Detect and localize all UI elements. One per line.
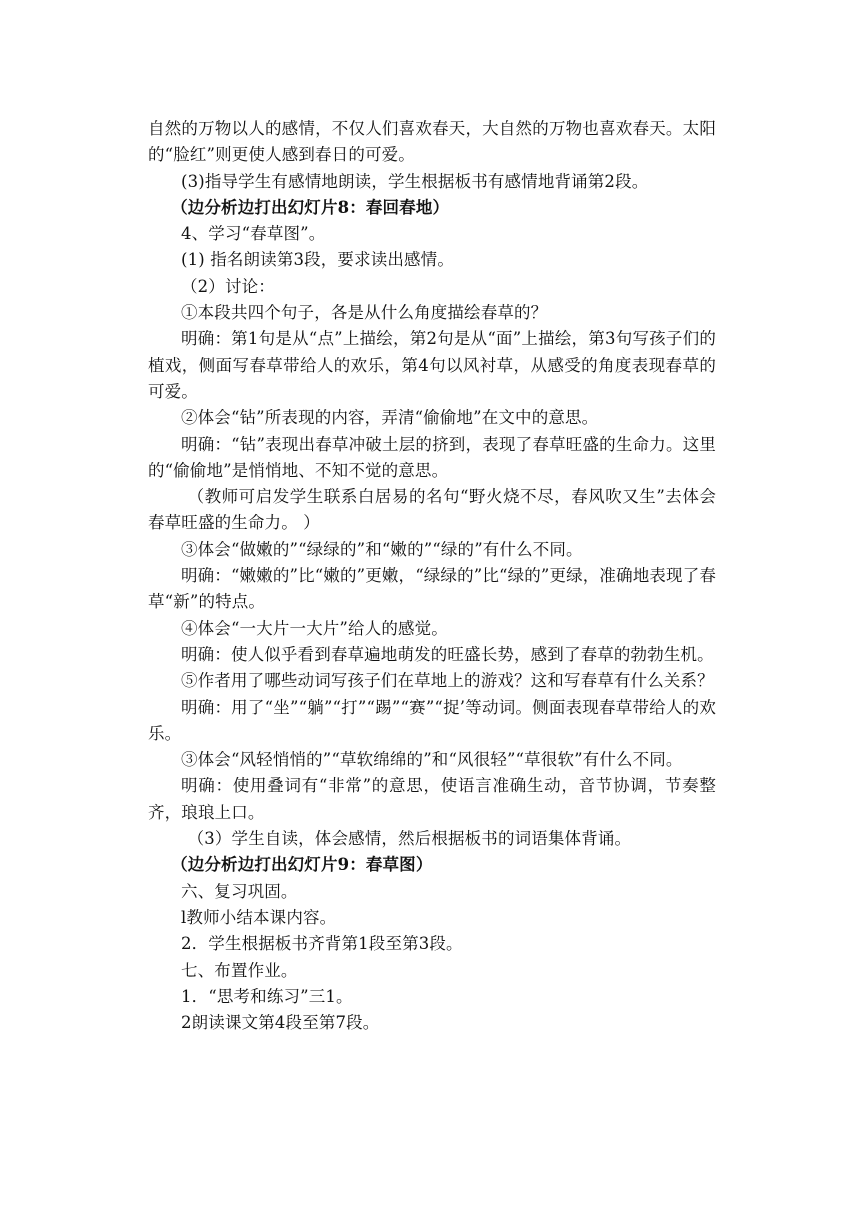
slide-note-heading: （边分析边打出幻灯片8：春回春地） bbox=[171, 197, 450, 217]
section-heading: 4、学习“春草图”。 bbox=[181, 224, 326, 244]
answer-paragraph: 明确：“嫩嫩的”比“嫩的”更嫩，“绿绿的”比“绿的”更绿，准确地表现了春草“新”的特点。 bbox=[148, 566, 716, 612]
section-heading: 七、布置作业。 bbox=[181, 960, 298, 980]
document-body bbox=[148, 116, 716, 1036]
paragraph: （3）学生自读，体会感情，然后根据板书的词语集体背诵。 bbox=[187, 829, 632, 849]
question-item: ③体会“做嫩的”“绿绿的”和“嫩的”“绿的”有什么不同。 bbox=[181, 539, 583, 559]
slide-note-heading: （边分析边打出幻灯片9：春草图） bbox=[171, 855, 433, 875]
paragraph: (3)指导学生有感情地朗读，学生根据板书有感情地背诵第2段。 bbox=[181, 171, 649, 191]
list-item: 2．学生根据板书齐背第1段至第3段。 bbox=[181, 934, 463, 954]
list-item: 1．“思考和练习”三1。 bbox=[181, 986, 353, 1006]
question-item: ④体会“一大片一大片”给人的感觉。 bbox=[181, 618, 448, 638]
paragraph: （2）讨论： bbox=[181, 276, 275, 296]
list-item: l教师小结本课内容。 bbox=[181, 907, 337, 927]
section-heading: 六、复习巩固。 bbox=[181, 881, 298, 901]
paragraph: (1) 指名朗读第3段，要求读出感情。 bbox=[181, 250, 454, 270]
paragraph-continuation: 自然的万物以人的感情，不仅人们喜欢春天，大自然的万物也喜欢春天。太阳的“脸红”则更使人感到春日的可爱。 bbox=[148, 119, 716, 165]
question-item: ②体会“钻”所表现的内容，弄清“偷偷地”在文中的意思。 bbox=[181, 408, 599, 428]
teacher-note: （教师可启发学生联系白居易的名句“野火烧不尽，春风吹又生”去体会春草旺盛的生命力。 ） bbox=[148, 487, 716, 533]
answer-paragraph: 明确：用了“坐”“躺”“打”“踢”“赛”“捉’等动词。侧面表现春草带给人的欢乐。 bbox=[148, 697, 716, 743]
question-item: ⑤作者用了哪些动词写孩子们在草地上的游戏？这和写春草有什么关系？ bbox=[181, 671, 714, 691]
question-item: ③体会“风轻悄悄的”“草软绵绵的”和“风很轻”“草很软”有什么不同。 bbox=[181, 750, 683, 770]
answer-paragraph: 明确：使用叠词有“非常”的意思，使语言准确生动，音节协调，节奏整齐，琅琅上口。 bbox=[148, 776, 716, 822]
answer-paragraph: 明确：第1句是从“点”上描绘，第2句是从“面”上描绘，第3句写孩子们的植戏，侧面写春草带给人的欢乐，第4句以风衬草，从感受的角度表现春草的可爱。 bbox=[148, 329, 716, 401]
answer-paragraph: 明确：“钻”表现出春草冲破土层的挤到，表现了春草旺盛的生命力。这里的“偷偷地”是悄悄地、不知不觉的意思。 bbox=[148, 434, 716, 480]
answer-paragraph: 明确：使人似乎看到春草遍地萌发的旺盛长势，感到了春草的勃勃生机。 bbox=[181, 644, 714, 664]
question-item: ①本段共四个句子，各是从什么角度描绘春草的？ bbox=[181, 303, 548, 323]
list-item: 2朗读课文第4段至第7段。 bbox=[181, 1013, 380, 1033]
